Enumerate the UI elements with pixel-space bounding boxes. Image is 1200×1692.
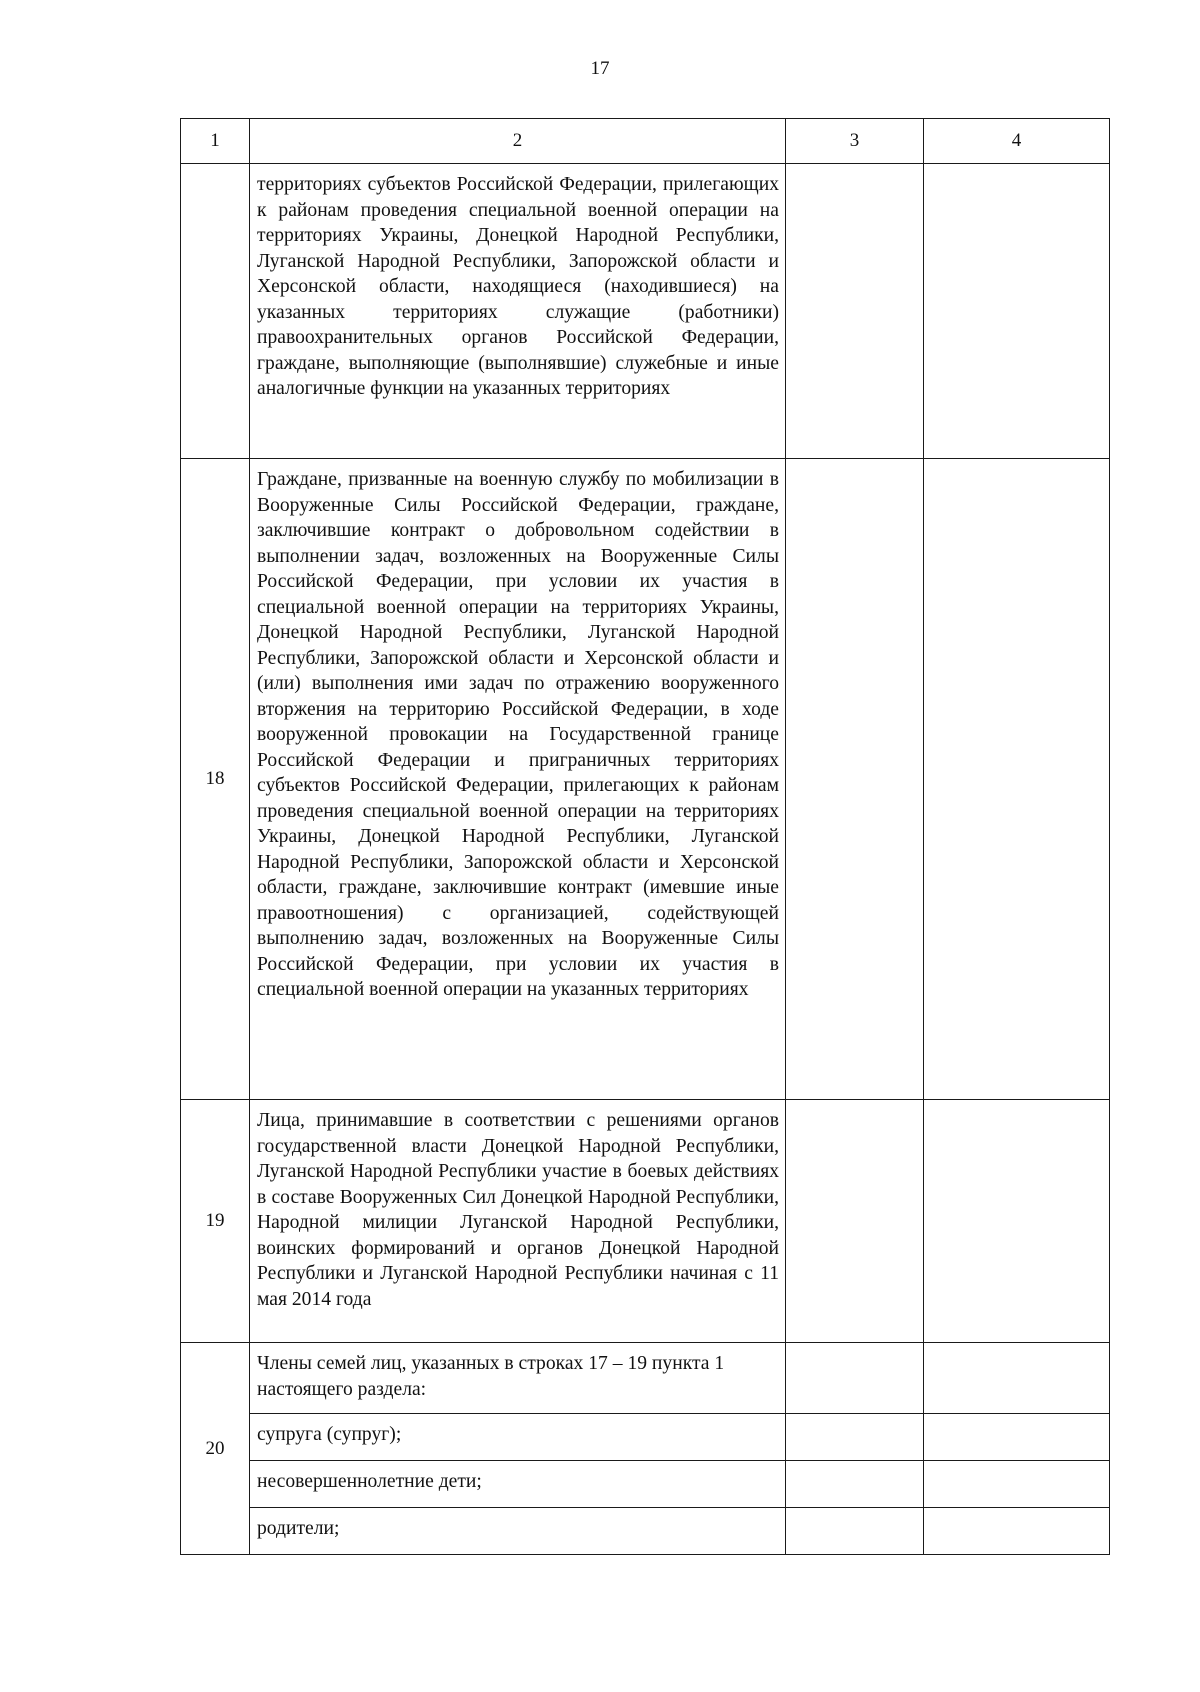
row-number-cell: 20 — [181, 1343, 250, 1555]
table-row-20-children — [181, 1461, 1110, 1508]
row-text-cell: Лица, принимавшие в соответствии с решениями органов государственной власти Донецкой Народной Республики, Луганской Народной Республики участие в боевых действиях в составе Вооруженных Сил Донецкой Народной Республики, Народной милиции Луганской Народной Республики, воинских формирований и органов Донецкой Народной Республики и Луганской Народной Республики начиная с 11 мая 2014 года — [250, 1100, 786, 1343]
row-number-cell: 19 — [181, 1100, 250, 1343]
row-number-cell — [181, 164, 250, 459]
table-row-18 — [181, 459, 1110, 1100]
column-4-cell — [924, 1461, 1110, 1508]
column-4-cell — [924, 164, 1110, 459]
table-row-19 — [181, 1100, 1110, 1343]
row-number-cell: 18 — [181, 459, 250, 1100]
table-row-20-parents — [181, 1508, 1110, 1555]
column-3-cell — [786, 459, 924, 1100]
table-row-20-spouse — [181, 1414, 1110, 1461]
page-number: 17 — [590, 58, 610, 79]
row-text-cell: несовершеннолетние дети; — [250, 1461, 786, 1508]
column-header-2: 2 — [250, 119, 786, 164]
row-text-cell: Члены семей лиц, указанных в строках 17 – 19 пункта 1 настоящего раздела: — [250, 1343, 786, 1414]
column-4-cell — [924, 459, 1110, 1100]
table-row-continuation — [181, 164, 1110, 459]
column-3-cell — [786, 164, 924, 459]
row-text-cell: супруга (супруг); — [250, 1414, 786, 1461]
column-3-cell — [786, 1414, 924, 1461]
column-3-cell — [786, 1461, 924, 1508]
table-header-row — [181, 119, 1110, 164]
column-4-cell — [924, 1343, 1110, 1414]
row-text-cell: территориях субъектов Российской Федерации, прилегающих к районам проведения специальной военной операции на территориях Украины, Донецкой Народной Республики, Луганской Народной Республики, Запорожской области и Херсонской области, находящиеся (находившиеся) на указанных территориях служащие (работники) правоохранительных органов Российской Федерации, граждане, выполняющие (выполнявшие) служебные и иные аналогичные функции на указанных территориях — [250, 164, 786, 459]
column-3-cell — [786, 1343, 924, 1414]
column-header-4: 4 — [924, 119, 1110, 164]
column-4-cell — [924, 1414, 1110, 1461]
row-text-cell: родители; — [250, 1508, 786, 1555]
column-header-3: 3 — [786, 119, 924, 164]
column-3-cell — [786, 1508, 924, 1555]
column-header-1: 1 — [181, 119, 250, 164]
column-4-cell — [924, 1508, 1110, 1555]
row-text-cell: Граждане, призванные на военную службу по мобилизации в Вооруженные Силы Российской Федерации, граждане, заключившие контракт о добровольном содействии в выполнении задач, возложенных на Вооруженные Силы Российской Федерации, при условии их участия в специальной военной операции на территориях Украины, Донецкой Народной Республики, Луганской Народной Республики, Запорожской области и Херсонской области и (или) выполнения ими задач по отражению вооруженного вторжения на территорию Российской Федерации, в ходе вооруженной провокации на Государственной границе Российской Федерации и приграничных территориях субъектов Российской Федерации, прилегающих к районам проведения специальной военной операции на территориях Украины, Донецкой Народной Республики, Луганской Народной Республики, Запорожской области и Херсонской области, граждане, заключившие контракт (имевшие иные правоотношения) с организацией, содействующей выполнению задач, возложенных на Вооруженные Силы Российской Федерации, при условии их участия в специальной военной операции на указанных территориях — [250, 459, 786, 1100]
column-3-cell — [786, 1100, 924, 1343]
document-table — [180, 118, 1110, 1555]
table-row-20-intro — [181, 1343, 1110, 1414]
column-4-cell — [924, 1100, 1110, 1343]
